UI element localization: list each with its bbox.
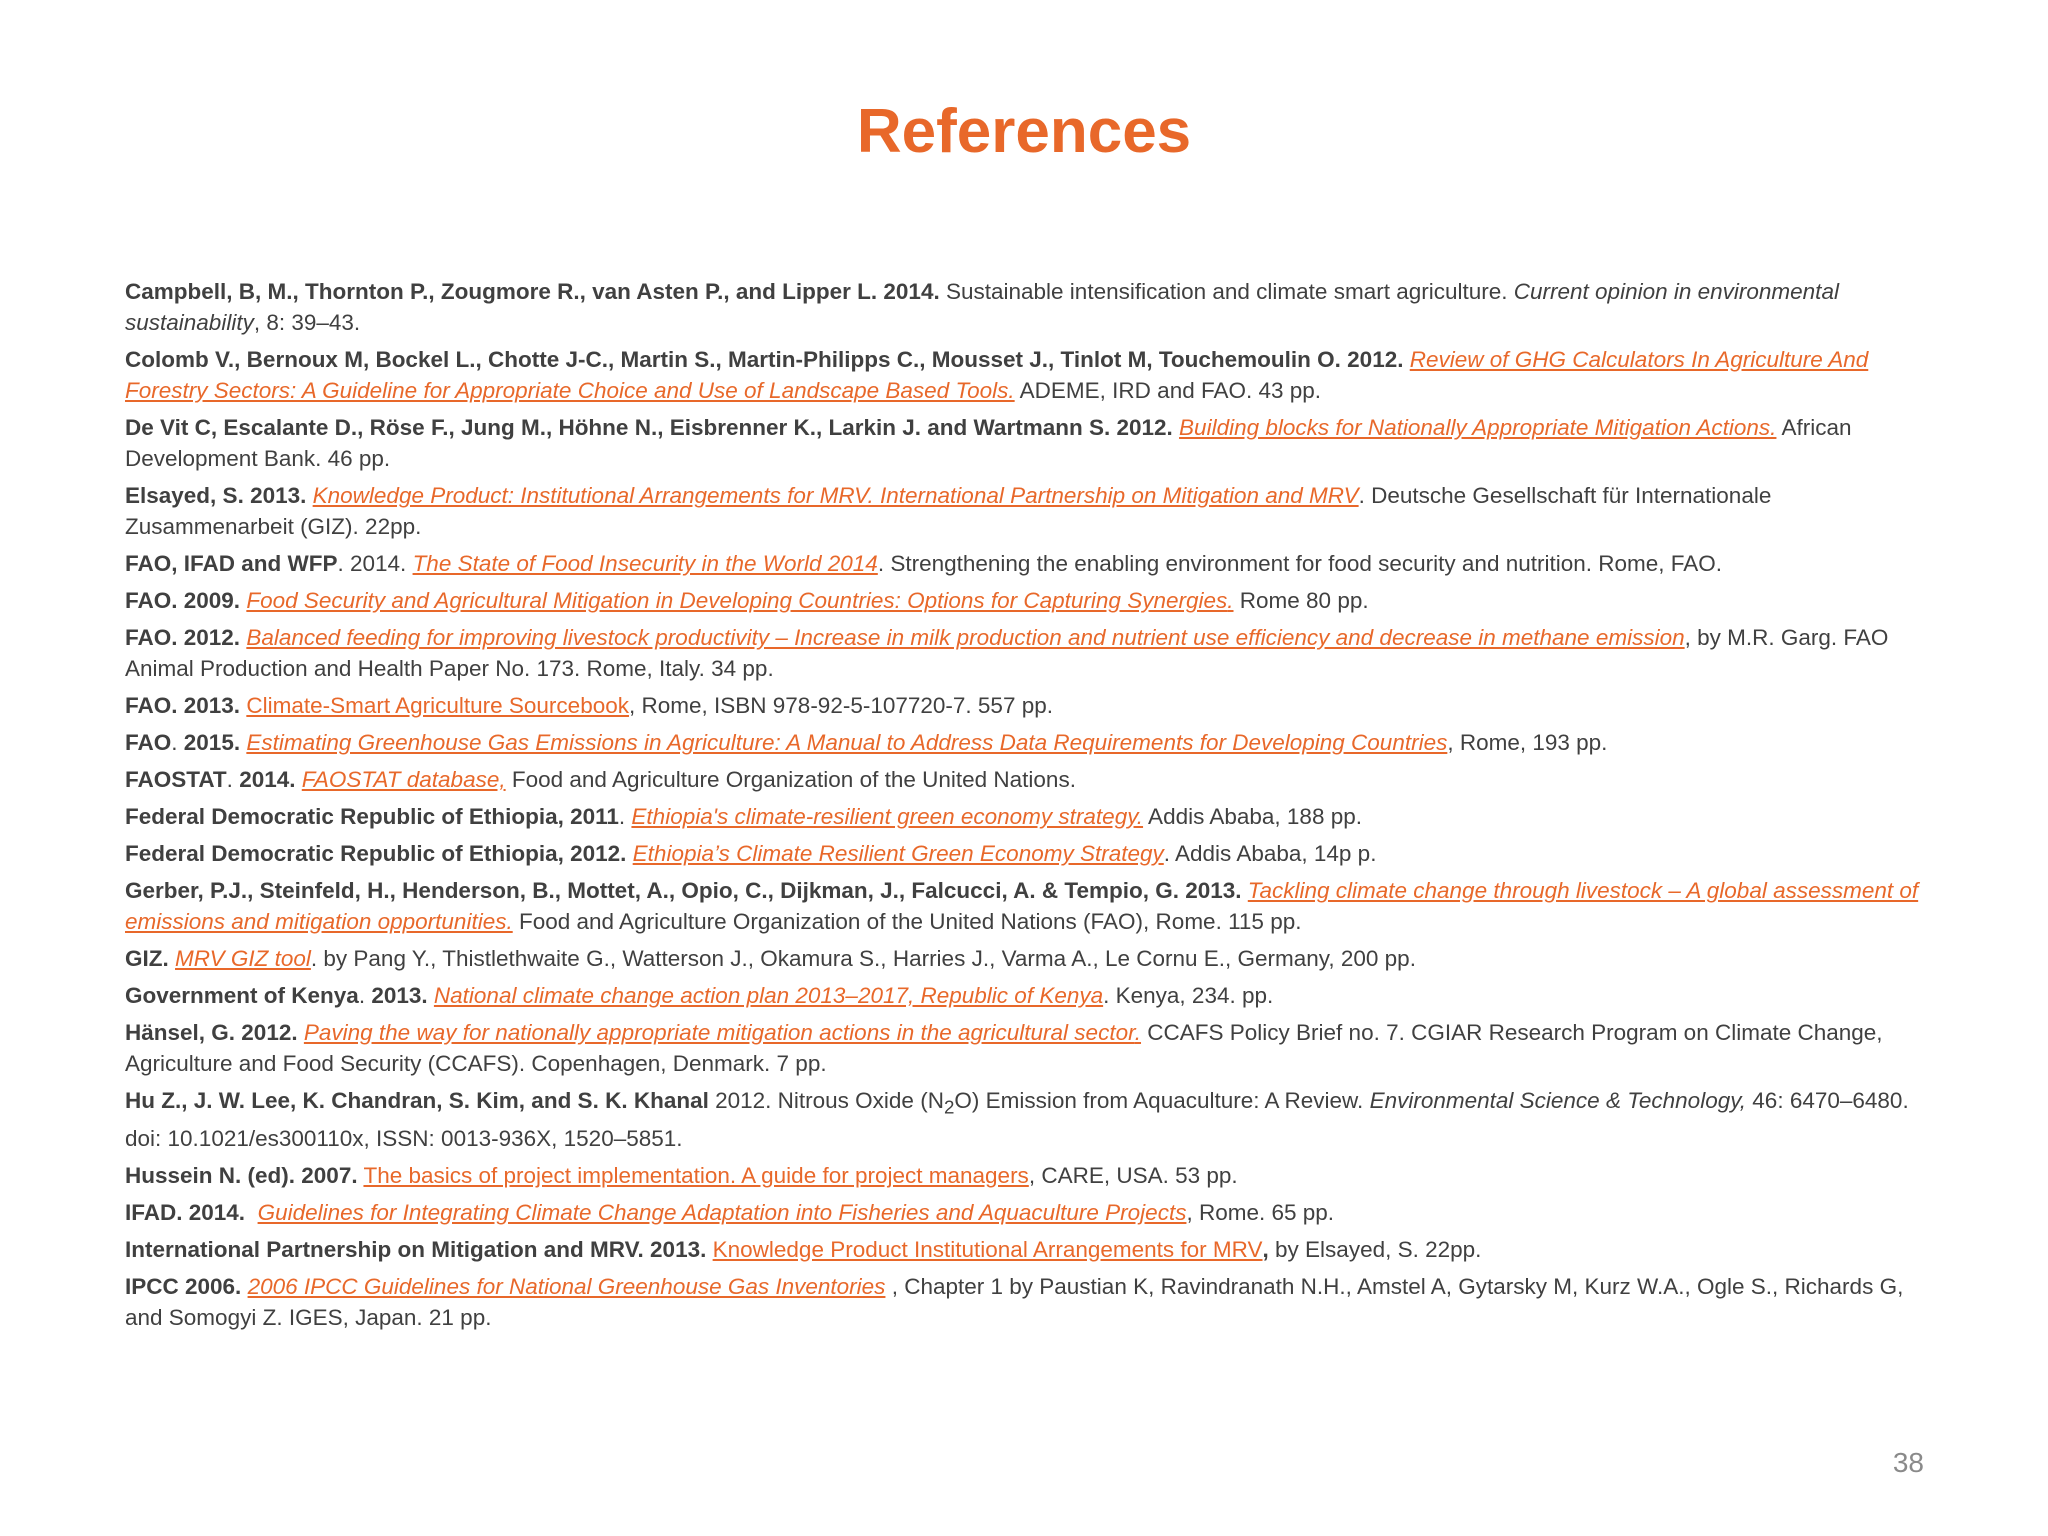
reference-journal: Current opinion in environmental sustainability: [125, 279, 1839, 335]
reference-tail: , CARE, USA. 53 pp.: [1028, 1162, 1238, 1188]
reference-author: Gerber, P.J., Steinfeld, H., Henderson, B., Mottet, A., Opio, C., Dijkman, J., Falcucci, A. & Tempio, G. 2013.: [125, 878, 1242, 903]
reference-tail: Food and Agriculture Organization of the United Nations.: [505, 767, 1076, 792]
reference-item-fao-2015: [125, 727, 1925, 758]
reference-link[interactable]: The basics of project implementation. A guide for project managers: [363, 1162, 1029, 1188]
reference-journal: Environmental Science & Technology,: [1369, 1088, 1747, 1113]
reference-item-fao-2013: [125, 690, 1925, 721]
reference-item-fao-2009: [125, 585, 1925, 616]
reference-author: FAO, IFAD and WFP: [125, 551, 338, 576]
reference-author: FAO. 2013.: [125, 693, 241, 718]
reference-item-ipcc-2006: [125, 1271, 1925, 1333]
reference-tail: , by M.R. Garg. FAO Animal Production and Health Paper No. 173. Rome, Italy. 34 pp.: [125, 625, 1889, 681]
reference-item-hu-2012: [125, 1085, 1925, 1154]
reference-link[interactable]: Building blocks for Nationally Appropriate Mitigation Actions.: [1179, 415, 1777, 440]
reference-author: Hänsel, G. 2012.: [125, 1020, 298, 1045]
reference-author: Colomb V., Bernoux M, Bockel L., Chotte J-C., Martin S., Martin-Philipps C., Mousset J., Tinlot M, Touchemoulin O. 2012.: [125, 347, 1404, 372]
reference-author: FAO: [125, 730, 172, 755]
reference-link[interactable]: FAOSTAT database,: [301, 767, 506, 792]
reference-subscript: 2: [943, 1096, 955, 1118]
reference-separator: .: [358, 983, 372, 1008]
reference-author: FAO. 2009.: [125, 588, 241, 613]
reference-tail: CCAFS Policy Brief no. 7. CGIAR Research Program on Climate Change, Agriculture and Food Security (CCAFS). Copenhagen, Denmark. 7 pp.: [125, 1020, 1883, 1076]
reference-link-punctuation: .: [1227, 588, 1234, 613]
reference-author: International Partnership on Mitigation and MRV. 2013.: [125, 1236, 707, 1262]
reference-author: Hussein N. (ed). 2007.: [125, 1162, 358, 1188]
reference-item-hussein-2007: [125, 1160, 1925, 1191]
reference-link[interactable]: Ethiopia’s Climate Resilient Green Economy Strategy: [632, 841, 1164, 866]
reference-text: Sustainable intensification and climate smart agriculture.: [939, 279, 1514, 304]
page-title: References: [856, 97, 1192, 166]
reference-item-faostat-2014: [125, 764, 1925, 795]
reference-item-ipmrv-2013: [125, 1234, 1925, 1265]
reference-item-colomb-2012: [125, 344, 1925, 406]
reference-link[interactable]: National climate change action plan 2013–2017, Republic of Kenya: [433, 983, 1104, 1008]
reference-item-hansel-2012: [125, 1017, 1925, 1079]
reference-separator: . 2014.: [337, 551, 413, 576]
reference-link[interactable]: Knowledge Product: Institutional Arrangements for MRV. International Partnership on Mitigation and MRV: [312, 483, 1359, 508]
reference-year: 2013.: [371, 983, 428, 1008]
reference-link[interactable]: Review of GHG Calculators In Agriculture And Forestry Sectors: A Guideline for Appropriate Choice and Use of Landscape Based Tools.: [125, 347, 1869, 403]
reference-author: Government of Kenya: [125, 983, 359, 1008]
reference-item-gerber-2013: [125, 875, 1925, 937]
reference-item-devit-2012: [125, 412, 1925, 474]
reference-year: 2015.: [183, 730, 241, 755]
reference-tail: . Kenya, 234. pp.: [1103, 983, 1274, 1008]
reference-item-ethiopia-2011: [125, 801, 1925, 832]
reference-link[interactable]: Food Security and Agricultural Mitigation in Developing Countries: Options for Capturing Synergies: [246, 588, 1228, 613]
reference-tail: African Development Bank. 46 pp.: [125, 415, 1852, 471]
page-number: 38: [1892, 1447, 1924, 1478]
reference-link[interactable]: MRV GIZ tool: [175, 946, 311, 971]
reference-tail: Food and Agriculture Organization of the United Nations (FAO), Rome. 115 pp.: [512, 909, 1302, 934]
reference-link[interactable]: 2006 IPCC Guidelines for National Greenhouse Gas Inventories: [247, 1273, 886, 1299]
reference-text: O) Emission from Aquaculture: A Review.: [954, 1088, 1370, 1113]
reference-author: Hu Z., J. W. Lee, K. Chandran, S. Kim, and S. K. Khanal: [125, 1088, 709, 1113]
reference-item-giz: [125, 943, 1925, 974]
reference-separator: .: [226, 767, 240, 792]
reference-tail: , Chapter 1 by Paustian K, Ravindranath N.H., Amstel A, Gytarsky M, Kurz W.A., Ogle S., Richards G, and Somogyi Z. IGES, Japan. 21 pp.: [125, 1273, 1904, 1330]
reference-tail: , Rome, ISBN 978-92-5-107720-7. 557 pp.: [628, 693, 1053, 718]
reference-author: FAO. 2012.: [125, 625, 241, 650]
reference-link[interactable]: Tackling climate change through livestock – A global assessment of emissions and mitigation opportunities.: [125, 878, 1919, 934]
reference-author: FAOSTAT: [125, 767, 227, 792]
reference-author: Campbell, B, M., Thornton P., Zougmore R., van Asten P., and Lipper L. 2014.: [125, 279, 940, 304]
reference-link[interactable]: Guidelines for Integrating Climate Change Adaptation into Fisheries and Aquaculture Projects: [257, 1199, 1187, 1225]
reference-link[interactable]: Ethiopia's climate-resilient green economy strategy.: [631, 804, 1144, 829]
reference-item-fao-2012: [125, 622, 1925, 684]
reference-link[interactable]: Estimating Greenhouse Gas Emissions in Agriculture: A Manual to Address Data Requirements for Developing Countries: [246, 730, 1448, 755]
reference-tail: Rome 80 pp.: [1233, 588, 1369, 613]
reference-list: [125, 276, 1925, 1339]
reference-author: Elsayed, S. 2013.: [125, 483, 307, 508]
reference-year: 2014.: [239, 767, 296, 792]
reference-tail: ADEME, IRD and FAO. 43 pp.: [1014, 378, 1322, 403]
reference-author: IFAD. 2014.: [125, 1199, 246, 1225]
reference-item-fao-ifad-wfp-2014: [125, 548, 1925, 579]
reference-link[interactable]: Balanced feeding for improving livestock productivity – Increase in milk production and nutrient use efficiency and decrease in methane emission: [246, 625, 1685, 650]
reference-author: Federal Democratic Republic of Ethiopia, 2012.: [125, 841, 627, 866]
reference-author: De Vit C, Escalante D., Röse F., Jung M., Höhne N., Eisbrenner K., Larkin J. and Wartmann S. 2012.: [125, 415, 1173, 440]
reference-text: 2012. Nitrous Oxide (N: [708, 1088, 944, 1113]
reference-separator: [245, 1200, 258, 1225]
reference-item-campbell-2014: [125, 276, 1925, 338]
reference-tail: . Strengthening the enabling environment for food security and nutrition. Rome, FAO.: [877, 551, 1723, 576]
reference-item-ifad-2014: [125, 1197, 1925, 1228]
reference-link-punctuation: .: [1134, 1020, 1142, 1045]
reference-separator: .: [618, 804, 632, 829]
reference-author: Federal Democratic Republic of Ethiopia, 2011: [125, 804, 619, 829]
reference-author: IPCC 2006.: [125, 1273, 242, 1299]
reference-link[interactable]: The State of Food Insecurity in the World 2014: [412, 551, 878, 576]
reference-tail: . by Pang Y., Thistlethwaite G., Watterson J., Okamura S., Harries J., Varma A., Le Cornu E., Germany, 200 pp.: [310, 946, 1416, 971]
reference-bold-punctuation: ,: [1262, 1236, 1269, 1262]
reference-tail: . Addis Ababa, 14p p.: [1163, 841, 1377, 866]
reference-item-elsayed-2013: [125, 480, 1925, 542]
reference-tail: 46: 6470–6480. doi: 10.1021/es300110x, ISSN: 0013-936X, 1520–5851.: [125, 1088, 1909, 1151]
reference-link[interactable]: Paving the way for nationally appropriate mitigation actions in the agricultural sector: [303, 1020, 1135, 1045]
reference-author: GIZ.: [125, 946, 169, 971]
reference-link[interactable]: Knowledge Product Institutional Arrangements for MRV: [712, 1236, 1263, 1262]
reference-item-ethiopia-2012: [125, 838, 1925, 869]
reference-tail: , Rome. 65 pp.: [1186, 1199, 1335, 1225]
reference-item-kenya-2013: [125, 980, 1925, 1011]
reference-tail: , 8: 39–43.: [253, 310, 361, 335]
reference-separator: .: [171, 730, 184, 755]
reference-link[interactable]: Climate-Smart Agriculture Sourcebook: [246, 693, 629, 718]
reference-tail: , Rome, 193 pp.: [1447, 730, 1608, 755]
reference-tail: by Elsayed, S. 22pp.: [1268, 1236, 1482, 1262]
reference-tail: Addis Ababa, 188 pp.: [1143, 804, 1362, 829]
reference-tail: . Deutsche Gesellschaft für Internationale Zusammenarbeit (GIZ). 22pp.: [125, 483, 1772, 539]
